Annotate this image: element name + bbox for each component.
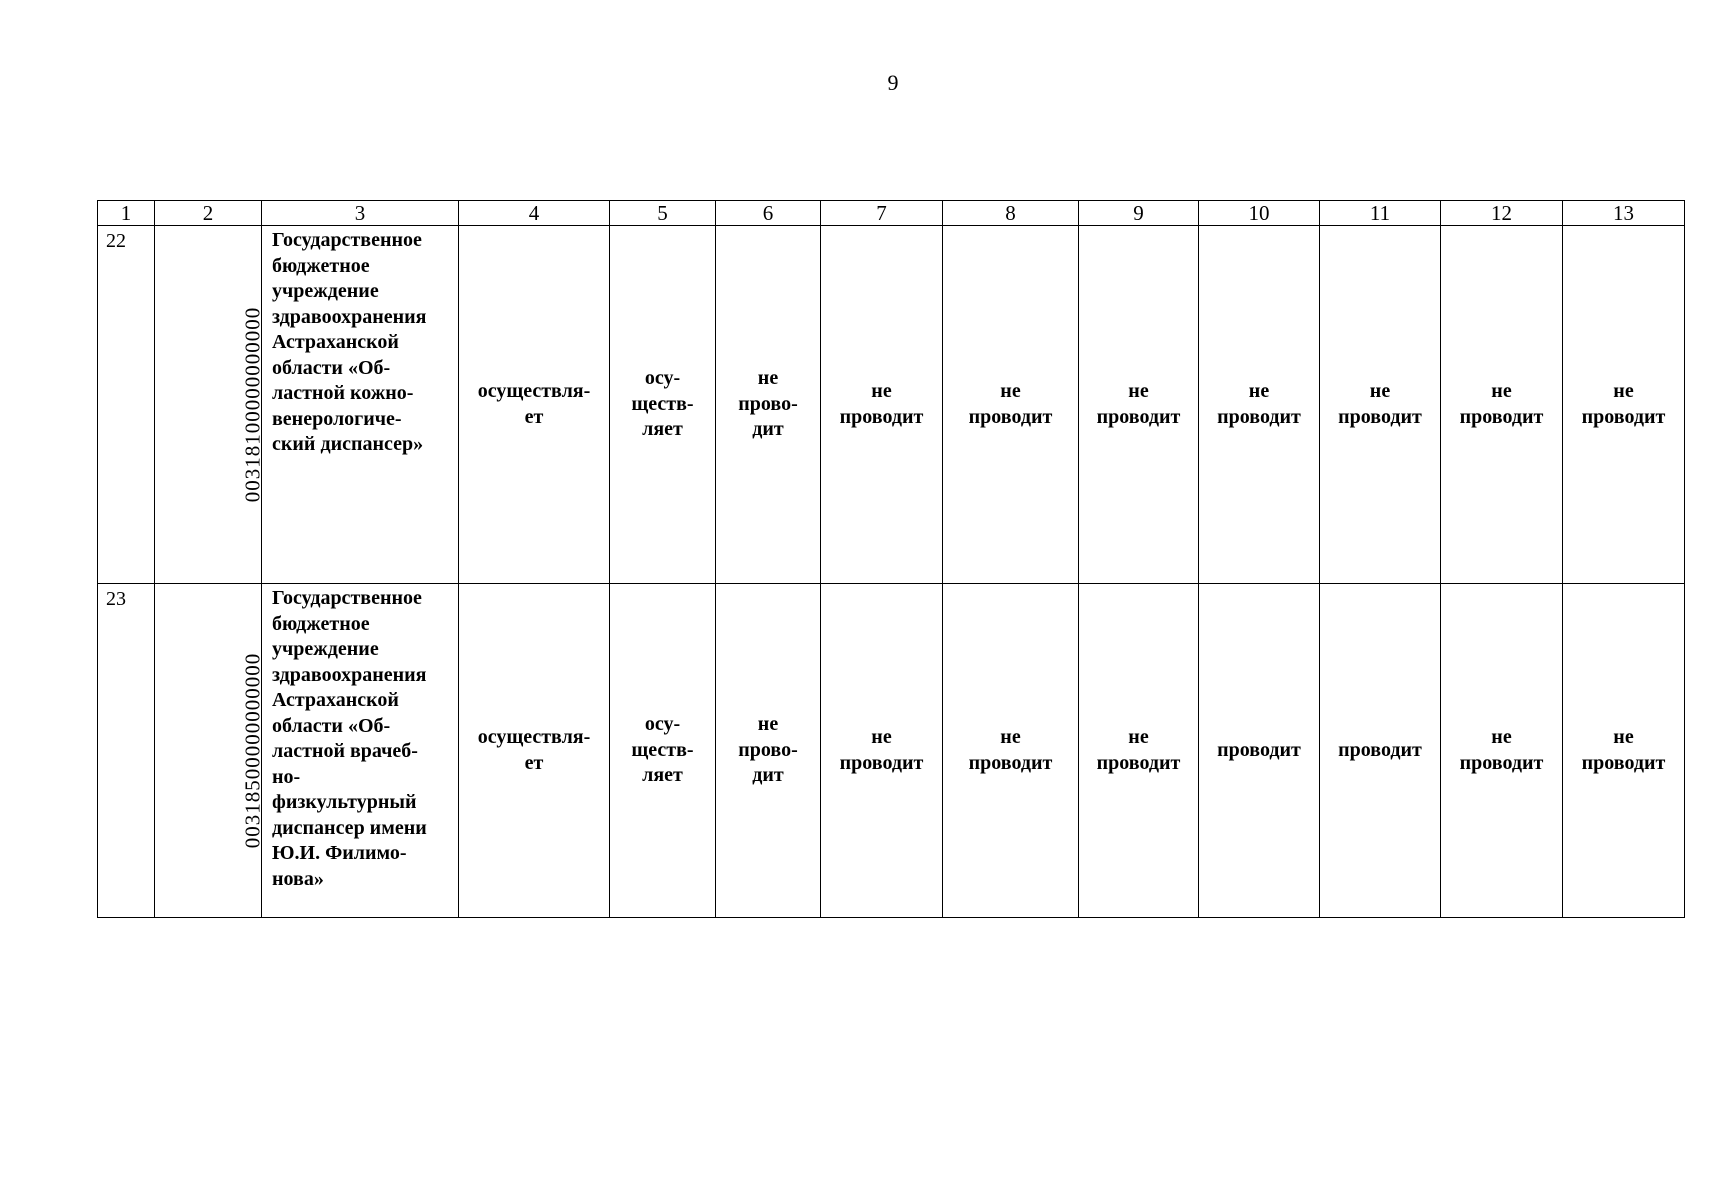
institution-name bbox=[262, 584, 459, 918]
value-line: осу- bbox=[644, 713, 681, 736]
value-cell-col-8 bbox=[943, 226, 1079, 584]
data-table bbox=[97, 200, 1685, 918]
institution-name-line: физкультурный bbox=[272, 791, 417, 813]
value-line: не bbox=[1000, 380, 1021, 402]
value-line: не bbox=[871, 380, 892, 402]
value-cell-col-12 bbox=[1441, 584, 1563, 918]
institution-name-line: диспансер имени bbox=[272, 816, 427, 839]
value-line: проводит bbox=[839, 405, 924, 428]
table-row bbox=[98, 226, 1685, 584]
value-cell-col-10 bbox=[1199, 226, 1320, 584]
value-line: не bbox=[1369, 380, 1391, 402]
institution-name-line: бюджетное bbox=[272, 612, 370, 635]
value-line: не bbox=[1000, 726, 1021, 748]
column-header: 7 bbox=[821, 201, 943, 226]
institution-name-line: венерологиче- bbox=[272, 407, 402, 430]
value-line: ет bbox=[524, 405, 544, 428]
institution-name-line: ластной врачеб- bbox=[272, 740, 418, 762]
row-number: 23 bbox=[98, 584, 155, 918]
value-cell-col-5 bbox=[610, 584, 716, 918]
value-line: не bbox=[1128, 726, 1149, 748]
value-line: проводит bbox=[968, 751, 1053, 774]
value-line: проводит bbox=[1096, 751, 1181, 774]
value-line: не bbox=[1491, 726, 1512, 748]
value-line: не bbox=[1128, 380, 1149, 402]
page-number: 9 bbox=[887, 70, 899, 95]
value-cell-col-9 bbox=[1079, 584, 1199, 918]
value-line: ляет bbox=[642, 764, 683, 787]
institution-name-line: но- bbox=[272, 765, 301, 788]
value-line: прово- bbox=[738, 738, 798, 761]
value-line: не bbox=[757, 713, 779, 736]
column-header: 13 bbox=[1563, 201, 1685, 226]
column-header: 9 bbox=[1079, 201, 1199, 226]
value-cell-col-13 bbox=[1563, 226, 1685, 584]
value-line: ществ- bbox=[631, 392, 694, 415]
value-line: проводит bbox=[1217, 738, 1301, 761]
value-cell-col-12 bbox=[1441, 226, 1563, 584]
value-line: дит bbox=[752, 418, 784, 441]
value-line: проводит bbox=[1338, 738, 1422, 761]
column-header: 2 bbox=[155, 201, 262, 226]
value-line: не bbox=[871, 726, 892, 748]
value-cell-col-4 bbox=[459, 226, 610, 584]
institution-name-line: области «Об- bbox=[272, 356, 391, 379]
value-line: ет bbox=[524, 751, 544, 774]
value-line: проводит bbox=[1217, 405, 1301, 428]
column-header: 12 bbox=[1441, 201, 1563, 226]
column-header: 8 bbox=[943, 201, 1079, 226]
value-line: не bbox=[1248, 380, 1270, 402]
institution-name bbox=[262, 226, 459, 584]
value-line: осуществля- bbox=[477, 726, 591, 748]
value-line: не bbox=[1491, 380, 1512, 402]
institution-name-line: Ю.И. Филимо- bbox=[272, 842, 407, 864]
value-line: не bbox=[1613, 726, 1634, 748]
institution-name-line: Государственное bbox=[272, 229, 422, 251]
value-line: ществ- bbox=[631, 738, 694, 761]
registry-code-cell bbox=[155, 584, 265, 918]
value-cell-col-11 bbox=[1320, 584, 1441, 918]
institution-name-line: области «Об- bbox=[272, 714, 391, 737]
institution-name-line: ский диспансер» bbox=[272, 433, 424, 455]
value-line: проводит bbox=[1096, 405, 1181, 428]
value-line: проводит bbox=[1581, 751, 1666, 774]
institution-name-line: здравоохранения bbox=[272, 305, 427, 328]
registry-code: 00318500000000000 bbox=[240, 652, 265, 849]
value-line: ляет bbox=[642, 418, 683, 441]
value-line: осуществля- bbox=[477, 380, 591, 402]
registry-code-cell bbox=[155, 226, 265, 584]
column-header: 6 bbox=[716, 201, 821, 226]
institution-name-line: учреждение bbox=[272, 638, 379, 660]
institution-name-line: Астраханской bbox=[272, 331, 399, 353]
value-line: не bbox=[757, 367, 779, 390]
value-cell-col-5 bbox=[610, 226, 716, 584]
value-cell-col-7 bbox=[821, 584, 943, 918]
value-cell-col-7 bbox=[821, 226, 943, 584]
column-header: 3 bbox=[262, 201, 459, 226]
value-line: проводит bbox=[1459, 751, 1544, 774]
value-cell-col-10 bbox=[1199, 584, 1320, 918]
value-cell-col-6 bbox=[716, 226, 821, 584]
institution-name-line: бюджетное bbox=[272, 254, 370, 277]
value-cell-col-4 bbox=[459, 584, 610, 918]
value-cell-col-8 bbox=[943, 584, 1079, 918]
institution-name-line: Астраханской bbox=[272, 689, 399, 711]
value-line: проводит bbox=[1581, 405, 1666, 428]
value-cell-col-11 bbox=[1320, 226, 1441, 584]
value-cell-col-13 bbox=[1563, 584, 1685, 918]
institution-name-line: Государственное bbox=[272, 587, 422, 609]
table-header-row bbox=[98, 201, 1685, 226]
institution-name-line: ластной кожно- bbox=[272, 382, 414, 404]
value-cell-col-9 bbox=[1079, 226, 1199, 584]
column-header: 1 bbox=[98, 201, 155, 226]
column-header: 10 bbox=[1199, 201, 1320, 226]
value-cell-col-6 bbox=[716, 584, 821, 918]
institution-name-line: здравоохранения bbox=[272, 663, 427, 686]
value-line: прово- bbox=[738, 392, 798, 415]
institution-name-line: нова» bbox=[272, 867, 324, 890]
value-line: проводит bbox=[1338, 405, 1422, 428]
table-row bbox=[98, 584, 1685, 918]
registry-code: 00318100000000000 bbox=[240, 306, 265, 503]
institution-name-line: учреждение bbox=[272, 280, 379, 302]
value-line: не bbox=[1613, 380, 1634, 402]
value-line: дит bbox=[752, 764, 784, 787]
value-line: проводит bbox=[1459, 405, 1544, 428]
column-header: 5 bbox=[610, 201, 716, 226]
column-header: 11 bbox=[1320, 201, 1441, 226]
value-line: проводит bbox=[968, 405, 1053, 428]
value-line: проводит bbox=[839, 751, 924, 774]
row-number: 22 bbox=[98, 226, 155, 584]
value-line: осу- bbox=[644, 367, 681, 390]
column-header: 4 bbox=[459, 201, 610, 226]
